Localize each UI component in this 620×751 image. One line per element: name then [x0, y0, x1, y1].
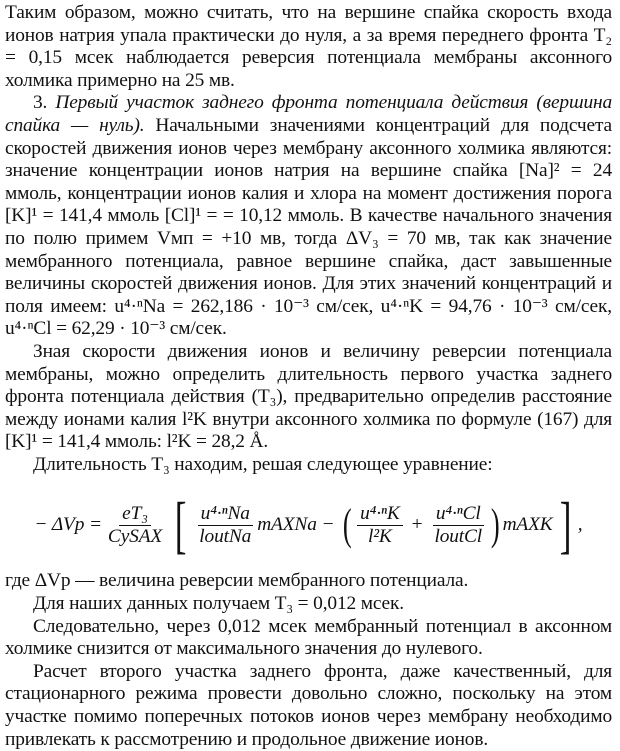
eq-tail: ,: [577, 514, 583, 536]
left-square-bracket: [: [174, 489, 187, 561]
paragraph-2-body: Начальными значениями концентраций для подсчета скоростей движения ионов через мембрану аксонного холмика являются: значение концентрации ионов натрия на вершине спайка [Na]² = 24 ммоль, концентрации ионов калия и хлора на момент достижения порога [K]¹ = 141,4 ммоль [Cl]¹ = = 10,12 ммоль. В качестве начального значения по полю примем Vмп = +10 мв, тогда ΔV₃ = 70 мв, так как значение мембранного потенциала, равное вершине спайка, даст завышенные величины скоростей движения ионов. Для этих значений концентраций и поля имеем: u⁴·ⁿNa = 262,186 · 10⁻³ см/сек, u⁴·ⁿK = 94,76 · 10⁻³ см/сек, u⁴·ⁿCl = 62,29 · 10⁻³ см/сек.: [5, 114, 612, 340]
equation: [5, 482, 612, 568]
eq-minus: −: [322, 514, 334, 536]
eq-main-denominator: CуSAX: [107, 525, 163, 547]
eq-main-numerator: eT₃: [119, 503, 151, 526]
eq-cl-distance: loutCl: [434, 525, 483, 547]
paragraph-6: Для наших данных получаем T₃ = 0,012 мсек.: [33, 593, 404, 615]
eq-k-velocity: u⁴·ⁿK: [357, 503, 403, 526]
paragraph-4: Длительность T₃ находим, решая следующее уравнение:: [33, 453, 493, 475]
eq-na-distance: loutNa: [199, 525, 252, 547]
paragraph-3: Зная скорости движения ионов и величину реверсии потенциала мембраны, можно определить длительность первого участка заднего фронта потенциала действия (T₃), предварительно определив расстояние между ионами калия l²K внутри аксонного холмика по формуле (167) для [K]¹ = 141,4 ммоль: l²K = 28,2 Å.: [5, 340, 612, 453]
paragraph-2: [5, 92, 612, 341]
right-paren: ): [490, 500, 500, 550]
eq-k-mass: mAXK: [502, 514, 553, 536]
eq-cl-velocity: u⁴·ⁿCl: [433, 503, 484, 526]
paragraph-8: Расчет второго участка заднего фронта, даже качественный, для стационарного режима провести довольно сложно, поскольку на этом участке помимо поперечных потоков ионов через мембрану необходимо привлекать к рассмотрению и продольное движение ионов.: [5, 660, 612, 750]
eq-main-fraction: [105, 503, 165, 548]
section-title: Первый участок заднего фронта потенциала действия (вершина спайка — нуль).: [5, 92, 612, 136]
paragraph-1: Таким образом, можно считать, что на вершине спайка скорость входа ионов натрия упала практически до нуля, а за время переднего фронта T₂ = 0,15 мсек наблюдается реверсия потенциала мембраны аксонного холмика примерно на 25 мв.: [5, 2, 612, 91]
section-number: 3.: [33, 92, 48, 114]
paragraph-7: Следовательно, через 0,012 мсек мембранный потенциал в аксонном холмике снизится от максимального значения до нулевого.: [5, 615, 612, 660]
eq-plus: +: [411, 514, 423, 536]
eq-na-velocity: u⁴·ⁿNa: [198, 503, 253, 526]
eq-na-mass: mAXNa: [257, 514, 317, 536]
right-square-bracket: ]: [559, 489, 572, 561]
eq-k-distance: l²K: [368, 525, 392, 547]
eq-k-fraction: [357, 503, 403, 548]
eq-cl-fraction: [431, 503, 485, 548]
left-paren: (: [342, 500, 352, 550]
eq-na-fraction: [196, 503, 254, 548]
eq-lhs: − ΔVp =: [34, 514, 102, 536]
paragraph-5: где ΔVp — величина реверсии мембранного потенциала.: [5, 570, 469, 592]
